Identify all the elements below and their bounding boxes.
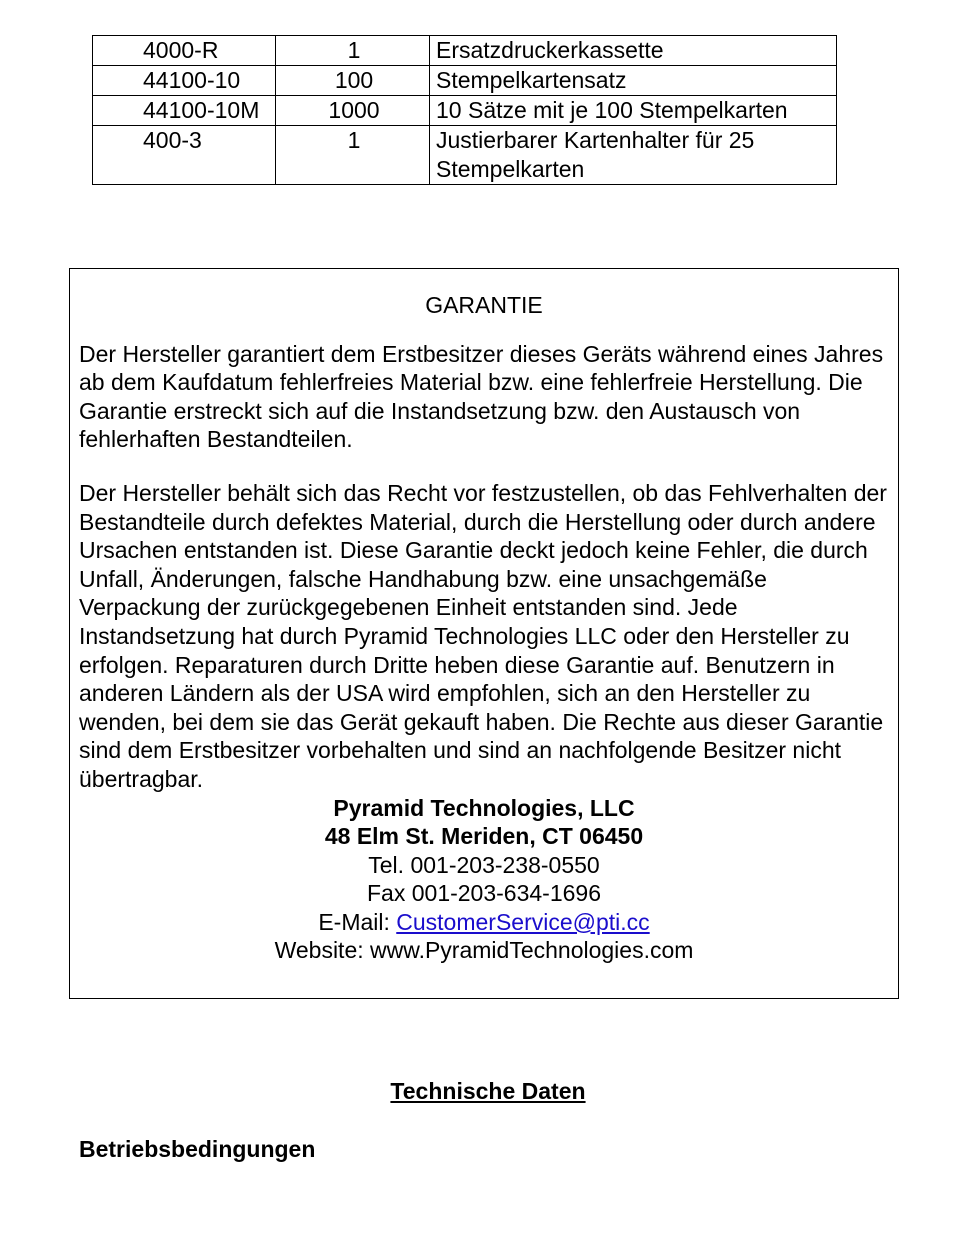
table-row: [93, 36, 837, 66]
table-row: [93, 96, 837, 126]
quantity: 1000: [276, 96, 430, 126]
article-number: 400-3: [93, 126, 276, 185]
warranty-paragraph-2: Der Hersteller behält sich das Recht vor festzustellen, ob das Fehlverhalten der Bestandteile durch defektes Material, durch die Herstellung oder durch andere Ursachen entstanden ist. Diese Garantie deckt jedoch keine Fehler, die durch Unfall, Änderungen, falsche Handhabung bzw. eine unsachgemäße Verpackung der zurückgegebenen Einheit entstanden sind. Jede Instandsetzung hat durch Pyramid Technologies LLC oder den Hersteller zu erfolgen. Reparaturen durch Dritte heben diese Garantie auf. Benutzern in anderen Ländern als der USA wird empfohlen, sich an den Hersteller zu wenden, bei dem sie das Gerät gekauft haben. Die Rechte aus dieser Garantie sind dem Erstbesitzer vorbehalten und sind an nachfolgende Besitzer nicht übertragbar.: [79, 479, 887, 792]
email-label: E-Mail:: [318, 908, 397, 935]
parts-table: [92, 35, 837, 185]
company-name: Pyramid Technologies, LLC: [333, 794, 635, 821]
tech-specs-heading: Technische Daten: [390, 1078, 586, 1104]
operating-conditions-heading: Betriebsbedingungen: [79, 1136, 316, 1162]
article-number: 44100-10M: [93, 96, 276, 126]
warranty-box: [69, 268, 899, 999]
article-number: 4000-R: [93, 36, 276, 66]
fax-number: Fax 001-203-634-1696: [367, 880, 601, 907]
description: 10 Sätze mit je 100 Stempelkarten: [430, 96, 837, 126]
table-row: [93, 66, 837, 96]
phone-number: Tel. 001-203-238-0550: [368, 851, 600, 878]
contact-block: [79, 794, 889, 966]
description: Ersatzdruckerkassette: [430, 36, 837, 66]
article-number: 44100-10: [93, 66, 276, 96]
quantity: 1: [276, 36, 430, 66]
warranty-title: GARANTIE: [425, 292, 543, 318]
website-line: Website: www.PyramidTechnologies.com: [274, 937, 694, 964]
quantity: 1: [276, 126, 430, 185]
email-line: [79, 908, 889, 937]
description: Justierbarer Kartenhalter für 25 Stempelkarten: [430, 126, 837, 185]
quantity: 100: [276, 66, 430, 96]
description: Stempelkartensatz: [430, 66, 837, 96]
company-address: 48 Elm St. Meriden, CT 06450: [324, 823, 644, 850]
email-link[interactable]: CustomerService@pti.cc: [396, 908, 650, 935]
warranty-paragraph-1: Der Hersteller garantiert dem Erstbesitzer dieses Geräts während eines Jahres ab dem Kaufdatum fehlerfreies Material bzw. eine fehlerfreie Herstellung. Die Garantie erstreckt sich auf die Instandsetzung bzw. den Austausch von fehlerhaften Bestandteilen.: [79, 340, 884, 453]
table-row: [93, 126, 837, 185]
